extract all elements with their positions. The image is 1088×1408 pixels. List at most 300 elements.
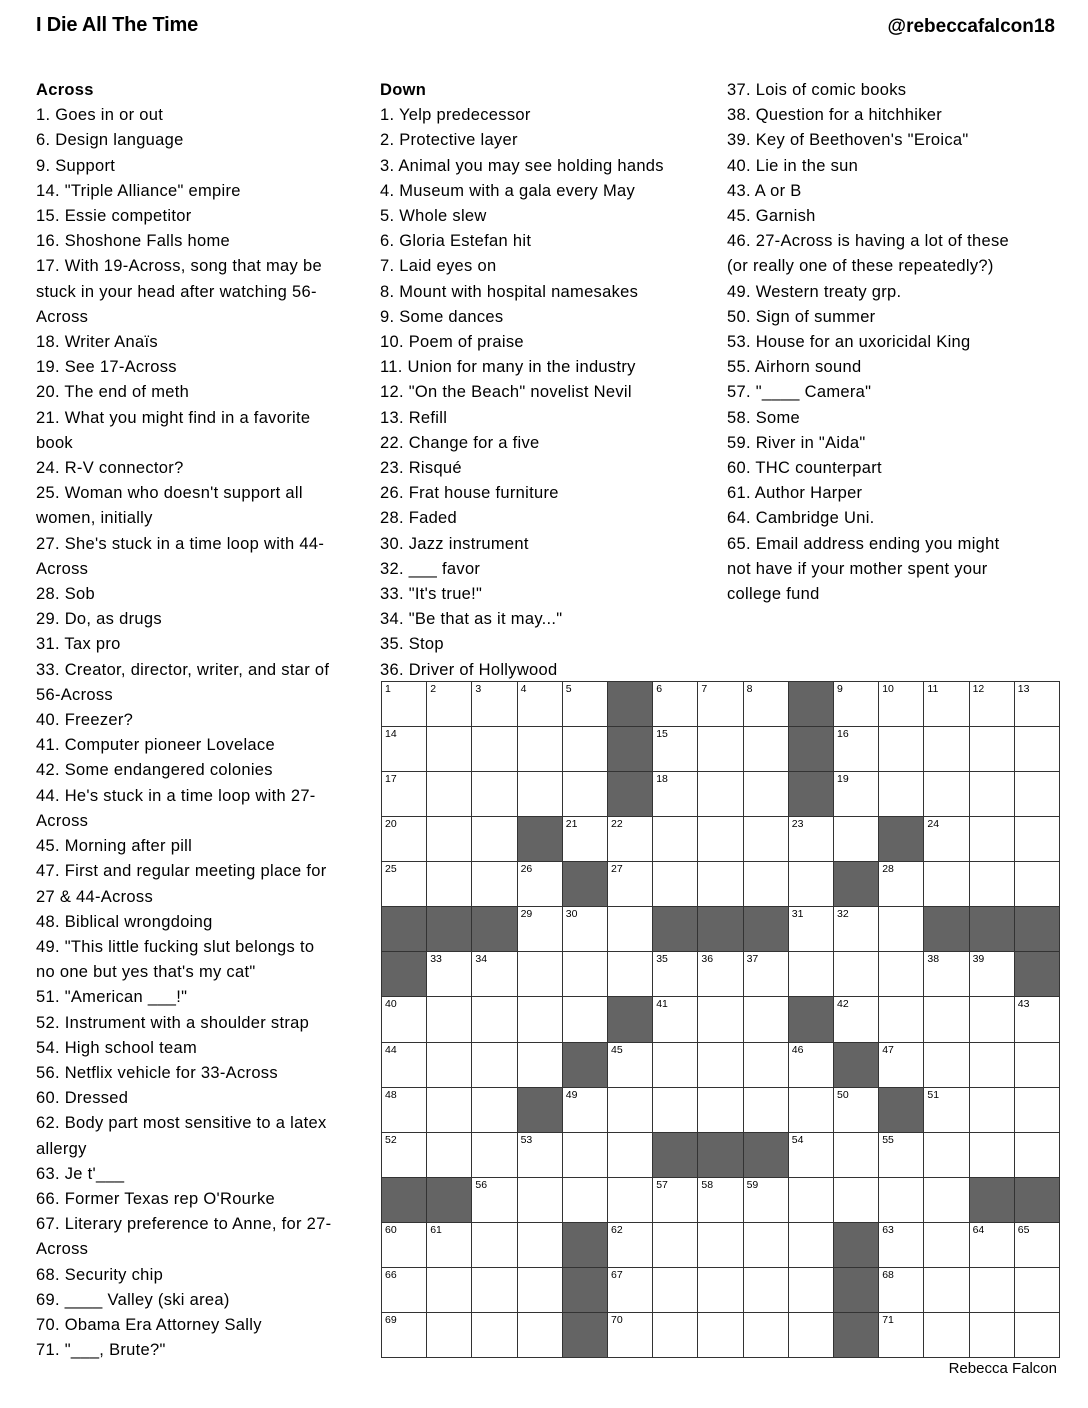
grid-cell-r10c11[interactable] [834,1088,878,1132]
grid-cell-r1c5[interactable] [563,682,607,726]
across-clue-24: 24. R-V connector? [36,459,184,478]
cell-number-15: 15 [656,728,668,741]
grid-cell-r1c7[interactable] [653,682,697,726]
grid-cell-r15c10[interactable] [789,1313,833,1357]
grid-cell-r7c6[interactable] [608,952,652,996]
grid-cell-r8c11[interactable] [834,997,878,1041]
down-clue-6: 6. Gloria Estefan hit [380,232,532,251]
grid-cell-r10c5[interactable] [563,1088,607,1132]
grid-cell-r1c13[interactable] [924,682,968,726]
grid-cell-r4c5[interactable] [563,817,607,861]
grid-cell-r6c6[interactable] [608,907,652,951]
block-cell-r2c10 [789,727,833,771]
grid-cell-r11c10[interactable] [789,1133,833,1177]
grid-cell-r6c12[interactable] [879,907,923,951]
grid-cell-r9c2[interactable] [427,1043,471,1087]
grid-cell-r12c8[interactable] [698,1178,742,1222]
grid-cell-r7c8[interactable] [698,952,742,996]
grid-cell-r15c1[interactable] [382,1313,426,1357]
down-clue-2: 2. Protective layer [380,131,518,150]
grid-cell-r7c9[interactable] [744,952,788,996]
across-clue-71: 71. "___, Brute?" [36,1341,166,1360]
grid-cell-r2c4[interactable] [518,727,562,771]
down-clue-28: 28. Faded [380,509,458,528]
down-clue-12: 12. "On the Beach" novelist Nevil [380,383,632,402]
down-clue-49: 49. Western treaty grp. [727,282,902,301]
grid-cell-r11c11[interactable] [834,1133,878,1177]
block-cell-r9c11 [834,1043,878,1087]
grid-cell-r3c2[interactable] [427,772,471,816]
cell-number-45: 45 [611,1043,623,1056]
grid-cell-r11c4[interactable] [518,1133,562,1177]
down-clue-1: 1. Yelp predecessor [380,106,531,125]
grid-cell-r3c8[interactable] [698,772,742,816]
grid-cell-r4c2[interactable] [427,817,471,861]
down-clue-26: 26. Frat house furniture [380,484,559,503]
across-clue-16: 16. Shoshone Falls home [36,232,231,251]
grid-cell-r9c3[interactable] [472,1043,516,1087]
block-cell-r6c9 [744,907,788,951]
grid-cell-r13c12[interactable] [879,1223,923,1267]
grid-cell-r9c8[interactable] [698,1043,742,1087]
grid-cell-r1c12[interactable] [879,682,923,726]
block-cell-r9c5 [563,1043,607,1087]
grid-cell-r6c10[interactable] [789,907,833,951]
cell-number-60: 60 [385,1223,397,1236]
grid-cell-r1c2[interactable] [427,682,471,726]
across-clue-62: 62. Body part most sensitive to a latex allergy [36,1114,327,1158]
cell-number-5: 5 [565,683,572,695]
grid-cell-r13c7[interactable] [653,1223,697,1267]
across-clue-29: 29. Do, as drugs [36,610,162,629]
cell-number-22: 22 [611,818,623,831]
grid-cell-r14c9[interactable] [744,1268,788,1312]
down-clue-13: 13. Refill [380,408,448,427]
cell-number-61: 61 [430,1223,442,1236]
grid-cell-r4c9[interactable] [744,817,788,861]
grid-cell-r11c1[interactable] [382,1133,426,1177]
block-cell-r12c1 [382,1178,426,1222]
grid-cell-r11c3[interactable] [472,1133,516,1177]
cell-number-1: 1 [385,683,391,695]
cell-number-40: 40 [385,998,397,1011]
grid-cell-r6c11[interactable] [834,907,878,951]
down-clue-30: 30. Jazz instrument [380,534,529,553]
grid-cell-r12c13[interactable] [924,1178,968,1222]
grid-cell-r10c14[interactable] [970,1088,1014,1132]
down-clue-61: 61. Author Harper [727,484,863,503]
block-cell-r3c6 [608,772,652,816]
grid-cell-r9c1[interactable] [382,1043,426,1087]
grid-cell-r13c1[interactable] [382,1223,426,1267]
grid-cell-r7c7[interactable] [653,952,697,996]
grid-cell-r2c9[interactable] [744,727,788,771]
grid-cell-r10c13[interactable] [924,1088,968,1132]
cell-number-19: 19 [837,773,849,786]
grid-cell-r8c9[interactable] [744,997,788,1041]
cell-number-32: 32 [837,908,849,921]
grid-cell-r14c12[interactable] [879,1268,923,1312]
grid-cell-r7c12[interactable] [879,952,923,996]
grid-cell-r3c1[interactable] [382,772,426,816]
grid-cell-r5c4[interactable] [518,862,562,906]
grid-cell-r9c9[interactable] [744,1043,788,1087]
grid-cell-r10c1[interactable] [382,1088,426,1132]
grid-cell-r13c13[interactable] [924,1223,968,1267]
grid-cell-r1c3[interactable] [472,682,516,726]
grid-cell-r12c7[interactable] [653,1178,697,1222]
grid-cell-r15c14[interactable] [970,1313,1014,1357]
cell-number-2: 2 [430,683,437,695]
across-clue-21: 21. What you might find in a favorite book [36,408,311,452]
grid-cell-r5c6[interactable] [608,862,652,906]
grid-cell-r8c1[interactable] [382,997,426,1041]
block-cell-r5c11 [834,862,878,906]
grid-cell-r2c12[interactable] [879,727,923,771]
grid-cell-r7c14[interactable] [970,952,1014,996]
down-clue-32: 32. ___ favor [380,559,481,578]
grid-cell-r7c13[interactable] [924,952,968,996]
grid-cell-r5c10[interactable] [789,862,833,906]
grid-cell-r10c7[interactable] [653,1088,697,1132]
block-cell-r1c6 [608,682,652,726]
grid-cell-r12c6[interactable] [608,1178,652,1222]
grid-cell-r14c13[interactable] [924,1268,968,1312]
grid-cell-r4c14[interactable] [970,817,1014,861]
grid-cell-r1c14[interactable] [970,682,1014,726]
grid-cell-r11c13[interactable] [924,1133,968,1177]
grid-cell-r8c5[interactable] [563,997,607,1041]
grid-cell-r9c14[interactable] [970,1043,1014,1087]
across-header: Across [36,81,94,99]
block-cell-r11c7 [653,1133,697,1177]
grid-cell-r14c7[interactable] [653,1268,697,1312]
grid-cell-r14c4[interactable] [518,1268,562,1312]
grid-cell-r10c2[interactable] [427,1088,471,1132]
grid-cell-r3c12[interactable] [879,772,923,816]
cell-number-24: 24 [927,818,940,831]
grid-cell-r2c8[interactable] [698,727,742,771]
grid-cell-r5c1[interactable] [382,862,426,906]
grid-cell-r12c11[interactable] [834,1178,878,1222]
grid-cell-r15c6[interactable] [608,1313,652,1357]
grid-cell-r13c14[interactable] [970,1223,1014,1267]
grid-cell-r14c3[interactable] [472,1268,516,1312]
block-cell-r6c2 [427,907,471,951]
grid-cell-r14c6[interactable] [608,1268,652,1312]
grid-cell-r15c2[interactable] [427,1313,471,1357]
cell-number-69: 69 [385,1313,397,1326]
cell-number-6: 6 [656,683,663,695]
grid-cell-r2c3[interactable] [472,727,516,771]
across-clue-column [36,78,336,1363]
grid-cell-r14c8[interactable] [698,1268,742,1312]
cell-number-57: 57 [656,1178,668,1191]
grid-cell-r4c1[interactable] [382,817,426,861]
grid-cell-r3c9[interactable] [744,772,788,816]
block-cell-r6c13 [924,907,968,951]
cell-number-42: 42 [837,998,849,1011]
grid-cell-r5c3[interactable] [472,862,516,906]
down-clue-33: 33. "It's true!" [380,585,483,604]
grid-cell-r5c9[interactable] [744,862,788,906]
across-clue-33: 33. Creator, director, writer, and star of 56-Across [36,660,330,704]
cell-number-71: 71 [882,1313,894,1326]
grid-cell-r10c15[interactable] [1015,1088,1059,1132]
across-clue-19: 19. See 17-Across [36,358,177,377]
grid-cell-r11c12[interactable] [879,1133,923,1177]
grid-cell-r2c1[interactable] [382,727,426,771]
cell-number-17: 17 [385,773,397,786]
block-cell-r6c1 [382,907,426,951]
grid-cell-r2c13[interactable] [924,727,968,771]
grid-cell-r5c7[interactable] [653,862,697,906]
down-clue-53: 53. House for an uxoricidal King [727,333,971,352]
across-clue-25: 25. Woman who doesn't support all women, initially [36,484,303,528]
grid-cell-r3c7[interactable] [653,772,697,816]
cell-number-25: 25 [385,863,397,876]
block-cell-r11c9 [744,1133,788,1177]
across-clue-67: 67. Literary preference to Anne, for 27-Across [36,1215,332,1259]
down-clue-39: 39. Key of Beethoven's "Eroica" [727,131,969,150]
down-clue-38: 38. Question for a hitchhiker [727,106,943,125]
block-cell-r2c6 [608,727,652,771]
grid-cell-r7c2[interactable] [427,952,471,996]
block-cell-r14c5 [563,1268,607,1312]
grid-cell-r6c5[interactable] [563,907,607,951]
cell-number-35: 35 [656,953,668,966]
grid-cell-r2c5[interactable] [563,727,607,771]
grid-cell-r8c2[interactable] [427,997,471,1041]
cell-number-33: 33 [430,953,442,966]
grid-cell-r5c15[interactable] [1015,862,1059,906]
grid-cell-r10c9[interactable] [744,1088,788,1132]
block-cell-r4c4 [518,817,562,861]
byline: Rebecca Falcon [948,1360,1057,1377]
grid-cell-r2c7[interactable] [653,727,697,771]
grid-cell-r4c7[interactable] [653,817,697,861]
grid-cell-r11c14[interactable] [970,1133,1014,1177]
cell-number-49: 49 [565,1088,578,1101]
grid-cell-r14c10[interactable] [789,1268,833,1312]
cell-number-4: 4 [520,683,527,695]
crossword-grid [381,681,1060,1358]
down-clue-60: 60. THC counterpart [727,459,882,478]
grid-cell-r14c1[interactable] [382,1268,426,1312]
down-clue-10: 10. Poem of praise [380,333,524,352]
grid-cell-r15c4[interactable] [518,1313,562,1357]
block-cell-r6c3 [472,907,516,951]
grid-cell-r8c8[interactable] [698,997,742,1041]
grid-cell-r14c15[interactable] [1015,1268,1059,1312]
across-clue-70: 70. Obama Era Attorney Sally [36,1315,262,1334]
grid-cell-r4c15[interactable] [1015,817,1059,861]
grid-cell-r13c10[interactable] [789,1223,833,1267]
cell-number-70: 70 [611,1313,623,1326]
block-cell-r6c7 [653,907,697,951]
block-cell-r5c5 [563,862,607,906]
grid-cell-r3c11[interactable] [834,772,878,816]
grid-cell-r13c4[interactable] [518,1223,562,1267]
grid-cell-r1c15[interactable] [1015,682,1059,726]
down-clue-55: 55. Airhorn sound [727,358,862,377]
down-clue-59: 59. River in "Aida" [727,433,866,452]
grid-cell-r3c13[interactable] [924,772,968,816]
block-cell-r15c5 [563,1313,607,1357]
across-clue-14: 14. "Triple Alliance" empire [36,181,241,200]
down-clue-50: 50. Sign of summer [727,307,876,326]
grid-cell-r12c12[interactable] [879,1178,923,1222]
grid-cell-r12c3[interactable] [472,1178,516,1222]
across-clue-15: 15. Essie competitor [36,207,192,226]
grid-cell-r2c11[interactable] [834,727,878,771]
grid-cell-r13c2[interactable] [427,1223,471,1267]
block-cell-r3c10 [789,772,833,816]
grid-cell-r15c9[interactable] [744,1313,788,1357]
cell-number-68: 68 [882,1268,894,1281]
down-clue-5: 5. Whole slew [380,207,487,226]
grid-cell-r8c7[interactable] [653,997,697,1041]
grid-cell-r7c10[interactable] [789,952,833,996]
grid-cell-r9c7[interactable] [653,1043,697,1087]
cell-number-43: 43 [1017,998,1030,1011]
grid-cell-r12c10[interactable] [789,1178,833,1222]
grid-cell-r1c9[interactable] [744,682,788,726]
cell-number-65: 65 [1017,1223,1030,1236]
grid-cell-r10c8[interactable] [698,1088,742,1132]
grid-cell-r7c5[interactable] [563,952,607,996]
grid-cell-r3c14[interactable] [970,772,1014,816]
grid-cell-r8c12[interactable] [879,997,923,1041]
grid-cell-r15c3[interactable] [472,1313,516,1357]
cell-number-66: 66 [385,1268,397,1281]
grid-cell-r9c13[interactable] [924,1043,968,1087]
cell-number-16: 16 [837,728,849,741]
grid-cell-r8c13[interactable] [924,997,968,1041]
grid-cell-r13c8[interactable] [698,1223,742,1267]
grid-cell-r1c1[interactable] [382,682,426,726]
cell-number-48: 48 [385,1088,397,1101]
grid-cell-r8c3[interactable] [472,997,516,1041]
grid-cell-r7c3[interactable] [472,952,516,996]
grid-cell-r11c2[interactable] [427,1133,471,1177]
grid-cell-r15c7[interactable] [653,1313,697,1357]
across-clue-54: 54. High school team [36,1038,198,1057]
grid-cell-r1c4[interactable] [518,682,562,726]
grid-cell-r5c12[interactable] [879,862,923,906]
grid-cell-r8c15[interactable] [1015,997,1059,1041]
grid-cell-r6c4[interactable] [518,907,562,951]
grid-cell-r4c8[interactable] [698,817,742,861]
grid-cell-r11c6[interactable] [608,1133,652,1177]
grid-cell-r2c14[interactable] [970,727,1014,771]
grid-cell-r7c11[interactable] [834,952,878,996]
grid-cell-r13c3[interactable] [472,1223,516,1267]
grid-cell-r3c3[interactable] [472,772,516,816]
grid-cell-r9c6[interactable] [608,1043,652,1087]
grid-cell-r5c8[interactable] [698,862,742,906]
grid-cell-r9c4[interactable] [518,1043,562,1087]
grid-cell-r13c6[interactable] [608,1223,652,1267]
grid-cell-r15c12[interactable] [879,1313,923,1357]
down-clue-23: 23. Risqué [380,459,462,478]
cell-number-23: 23 [791,818,804,831]
block-cell-r10c4 [518,1088,562,1132]
cell-number-59: 59 [746,1178,759,1191]
cell-number-12: 12 [972,683,985,695]
cell-number-27: 27 [611,863,623,876]
grid-cell-r4c6[interactable] [608,817,652,861]
across-clue-60: 60. Dressed [36,1089,129,1108]
grid-cell-r4c10[interactable] [789,817,833,861]
grid-cell-r1c11[interactable] [834,682,878,726]
grid-cell-r13c9[interactable] [744,1223,788,1267]
block-cell-r8c10 [789,997,833,1041]
grid-cell-r4c13[interactable] [924,817,968,861]
cell-number-52: 52 [385,1133,397,1146]
cell-number-7: 7 [701,683,708,695]
grid-cell-r9c15[interactable] [1015,1043,1059,1087]
grid-cell-r1c8[interactable] [698,682,742,726]
grid-cell-r12c9[interactable] [744,1178,788,1222]
grid-cell-r14c14[interactable] [970,1268,1014,1312]
down-header: Down [380,81,427,99]
grid-cell-r5c2[interactable] [427,862,471,906]
grid-cell-r5c14[interactable] [970,862,1014,906]
grid-cell-r5c13[interactable] [924,862,968,906]
grid-cell-r11c15[interactable] [1015,1133,1059,1177]
cell-number-44: 44 [385,1043,397,1056]
grid-cell-r10c3[interactable] [472,1088,516,1132]
grid-cell-r12c4[interactable] [518,1178,562,1222]
cell-number-20: 20 [385,818,397,831]
cell-number-37: 37 [746,953,759,966]
grid-cell-r8c4[interactable] [518,997,562,1041]
grid-cell-r13c15[interactable] [1015,1223,1059,1267]
grid-cell-r7c4[interactable] [518,952,562,996]
down-clue-37: 37. Lois of comic books [727,81,907,99]
grid-cell-r14c2[interactable] [427,1268,471,1312]
cell-number-30: 30 [565,908,578,921]
cell-number-29: 29 [520,908,533,921]
grid-cell-r15c8[interactable] [698,1313,742,1357]
grid-cell-r11c5[interactable] [563,1133,607,1177]
grid-cell-r3c15[interactable] [1015,772,1059,816]
across-clue-18: 18. Writer Anaïs [36,333,158,352]
grid-cell-r10c6[interactable] [608,1088,652,1132]
grid-cell-r3c4[interactable] [518,772,562,816]
grid-cell-r9c10[interactable] [789,1043,833,1087]
grid-cell-r15c13[interactable] [924,1313,968,1357]
grid-cell-r2c2[interactable] [427,727,471,771]
grid-cell-r2c15[interactable] [1015,727,1059,771]
grid-cell-r4c11[interactable] [834,817,878,861]
down-clue-7: 7. Laid eyes on [380,257,497,276]
block-cell-r8c6 [608,997,652,1041]
cell-number-55: 55 [882,1133,894,1146]
grid-cell-r10c10[interactable] [789,1088,833,1132]
grid-cell-r8c14[interactable] [970,997,1014,1041]
down-clue-57: 57. "____ Camera" [727,383,872,402]
cell-number-36: 36 [701,953,714,966]
down-clue-40: 40. Lie in the sun [727,156,859,175]
grid-cell-r9c12[interactable] [879,1043,923,1087]
grid-cell-r15c15[interactable] [1015,1313,1059,1357]
grid-cell-r4c3[interactable] [472,817,516,861]
grid-cell-r12c5[interactable] [563,1178,607,1222]
down-clue-8: 8. Mount with hospital namesakes [380,282,639,301]
grid-cell-r3c5[interactable] [563,772,607,816]
